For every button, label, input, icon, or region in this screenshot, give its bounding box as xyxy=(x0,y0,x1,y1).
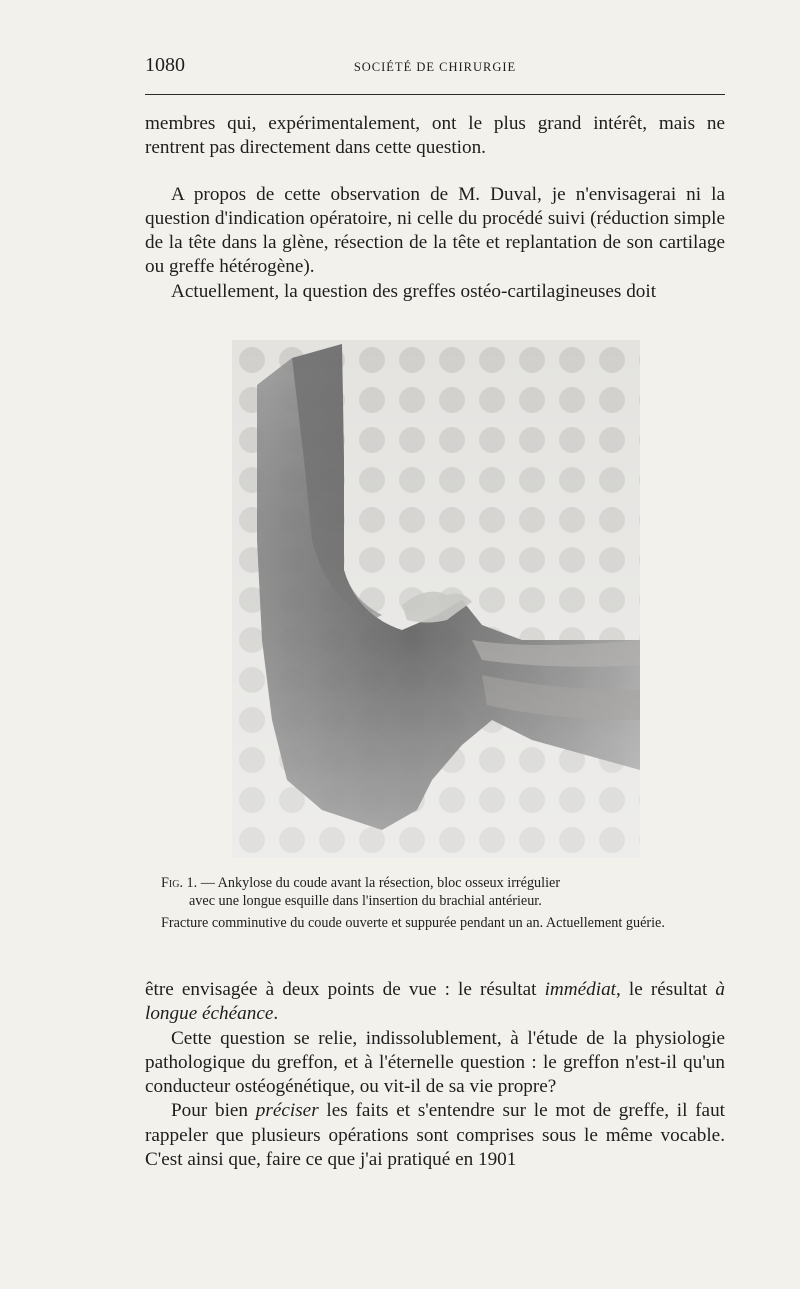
top-text-block xyxy=(145,112,725,304)
figure-label: Fig. 1. xyxy=(161,875,198,891)
text-run: les faits et s'entendre sur le mot de greffe, il faut rappeler que plusieurs opérations sont comprises sous le même vocable. C'est ainsi que, faire ce que j'ai pratiqué en 1901 xyxy=(145,1100,725,1171)
text-run: Pour bien xyxy=(171,1100,256,1122)
caption-line xyxy=(145,874,725,892)
emphasis: à longue échéance xyxy=(145,979,726,1025)
xray-figure-image xyxy=(232,340,640,858)
page-header xyxy=(145,54,725,84)
paragraph: Cette question se relie, indissolublement, à l'étude de la physiologie pathologique du greffon, et à l'éternelle question : le greffon n'est-il qu'un conducteur ostéogénétique, ou vit-il de sa vie propre? xyxy=(145,1027,725,1098)
caption-line: avec une longue esquille dans l'insertion du brachial antérieur. xyxy=(189,893,542,909)
caption-text: — Ankylose du coude avant la résection, bloc osseux irrégulier xyxy=(197,875,561,891)
emphasis: préciser xyxy=(255,1100,319,1122)
text-run: être envisagée à deux points de vue : le résultat xyxy=(145,979,545,1000)
text-run: , le résultat xyxy=(616,979,716,1000)
caption-line: Fracture comminutive du coude ouverte et suppurée pendant un an. Actuellement guérie. xyxy=(161,915,665,931)
figure-caption xyxy=(145,874,725,932)
text-run: . xyxy=(273,1003,279,1025)
bottom-text-block xyxy=(145,978,725,1172)
paragraph: membres qui, expérimentalement, ont le plus grand intérêt, mais ne rentrent pas directement dans cette question. xyxy=(145,113,725,159)
emphasis: immédiat xyxy=(544,979,616,1000)
paragraph xyxy=(145,978,725,1027)
header-rule xyxy=(145,94,725,95)
paragraph xyxy=(145,1099,725,1172)
paragraph: Actuellement, la question des greffes ostéo-cartilagineuses doit xyxy=(171,280,657,302)
page-number: 1080 xyxy=(145,54,185,76)
paragraph: A propos de cette observation de M. Duval, je n'envisagerai ni la question d'indication opératoire, ni celle du procédé suivi (réduction simple de la tête dans la glène, résection de la tête et replantation de son cartilage ou greffe hétérogène). xyxy=(145,183,725,278)
running-head: SOCIÉTÉ DE CHIRURGIE xyxy=(353,60,517,74)
